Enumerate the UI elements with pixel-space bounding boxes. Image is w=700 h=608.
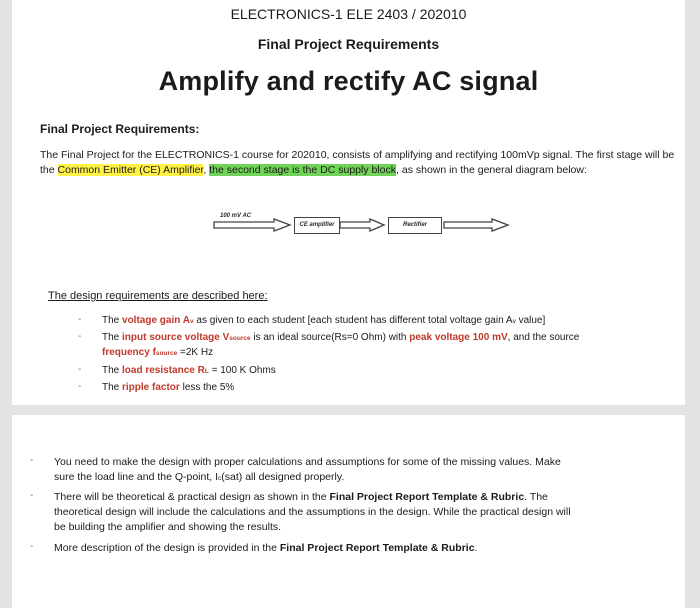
intro-text-1: The Final Project for the ELECTRONICS-1 course for 202010, consists of amplifying and rectifying 100mVp signal. The first stage will be the [40,149,675,176]
ce-amplifier-label: CE amplifier [299,222,335,228]
requirement-item: The voltage gain Av as given to each student [each student has different total voltage gain Av value] [102,315,546,326]
section-heading: Final Project Requirements: [40,122,200,136]
course-header: ELECTRONICS-1 ELE 2403 / 202010 [230,6,467,22]
rectifier-label: Rectifier [402,222,427,228]
requirement-item: The load resistance RL = 100 K Ohms [102,365,276,376]
bullet-icon: - [30,541,34,552]
page-subtitle: Final Project Requirements [257,36,440,52]
ce-amplifier-block [294,217,340,234]
note-item: There will be theoretical & practical design as shown in the Final Project Report Template & Rubric. The theoretical design will include the calculations and the assumptions in the design. While the practical design will be building the amplifier and showing the results. [54,491,571,533]
stage-arrow-icon [340,219,384,231]
requirements-heading: The design requirements are described here: [48,290,268,302]
note-item: More description of the design is provided in the Final Project Report Template & Rubric. [54,542,478,554]
output-arrow-icon [444,219,508,231]
bullet-icon: - [78,381,82,392]
intro-text-3: , as shown in the general diagram below: [396,164,587,176]
requirement-item: The ripple factor less the 5% [102,382,235,393]
input-arrow-icon [214,219,290,231]
bullet-icon: - [78,364,82,375]
rectifier-block [388,217,442,234]
note-item: You need to make the design with proper calculations and assumptions for some of the missing values. Make sure the load line and the Q-point, Ic(sat) all designed properly. [54,456,561,483]
bullet-icon: - [30,490,34,501]
document-page-bottom [12,415,685,608]
page-title: Amplify and rectify AC signal [158,66,539,96]
intro-text-2: , [203,164,210,176]
diagram-input-label: 100 mV AC [220,213,252,219]
bullet-icon: - [30,455,34,466]
bullet-icon: - [78,314,82,325]
highlight-ce-amplifier: Common Emitter (CE) Amplifier [57,164,204,176]
intro-paragraph [40,148,680,178]
highlight-dc-supply: the second stage is the DC supply block [209,164,397,176]
block-diagram [202,205,522,247]
bullet-icon: - [78,331,82,342]
requirement-item: The input source voltage Vsource is an ideal source(Rs=0 Ohm) with peak voltage 100 mV, and the source frequency fsource =2K Hz [102,332,580,358]
document-page-top [12,0,685,405]
diagram-arrows [202,205,522,247]
